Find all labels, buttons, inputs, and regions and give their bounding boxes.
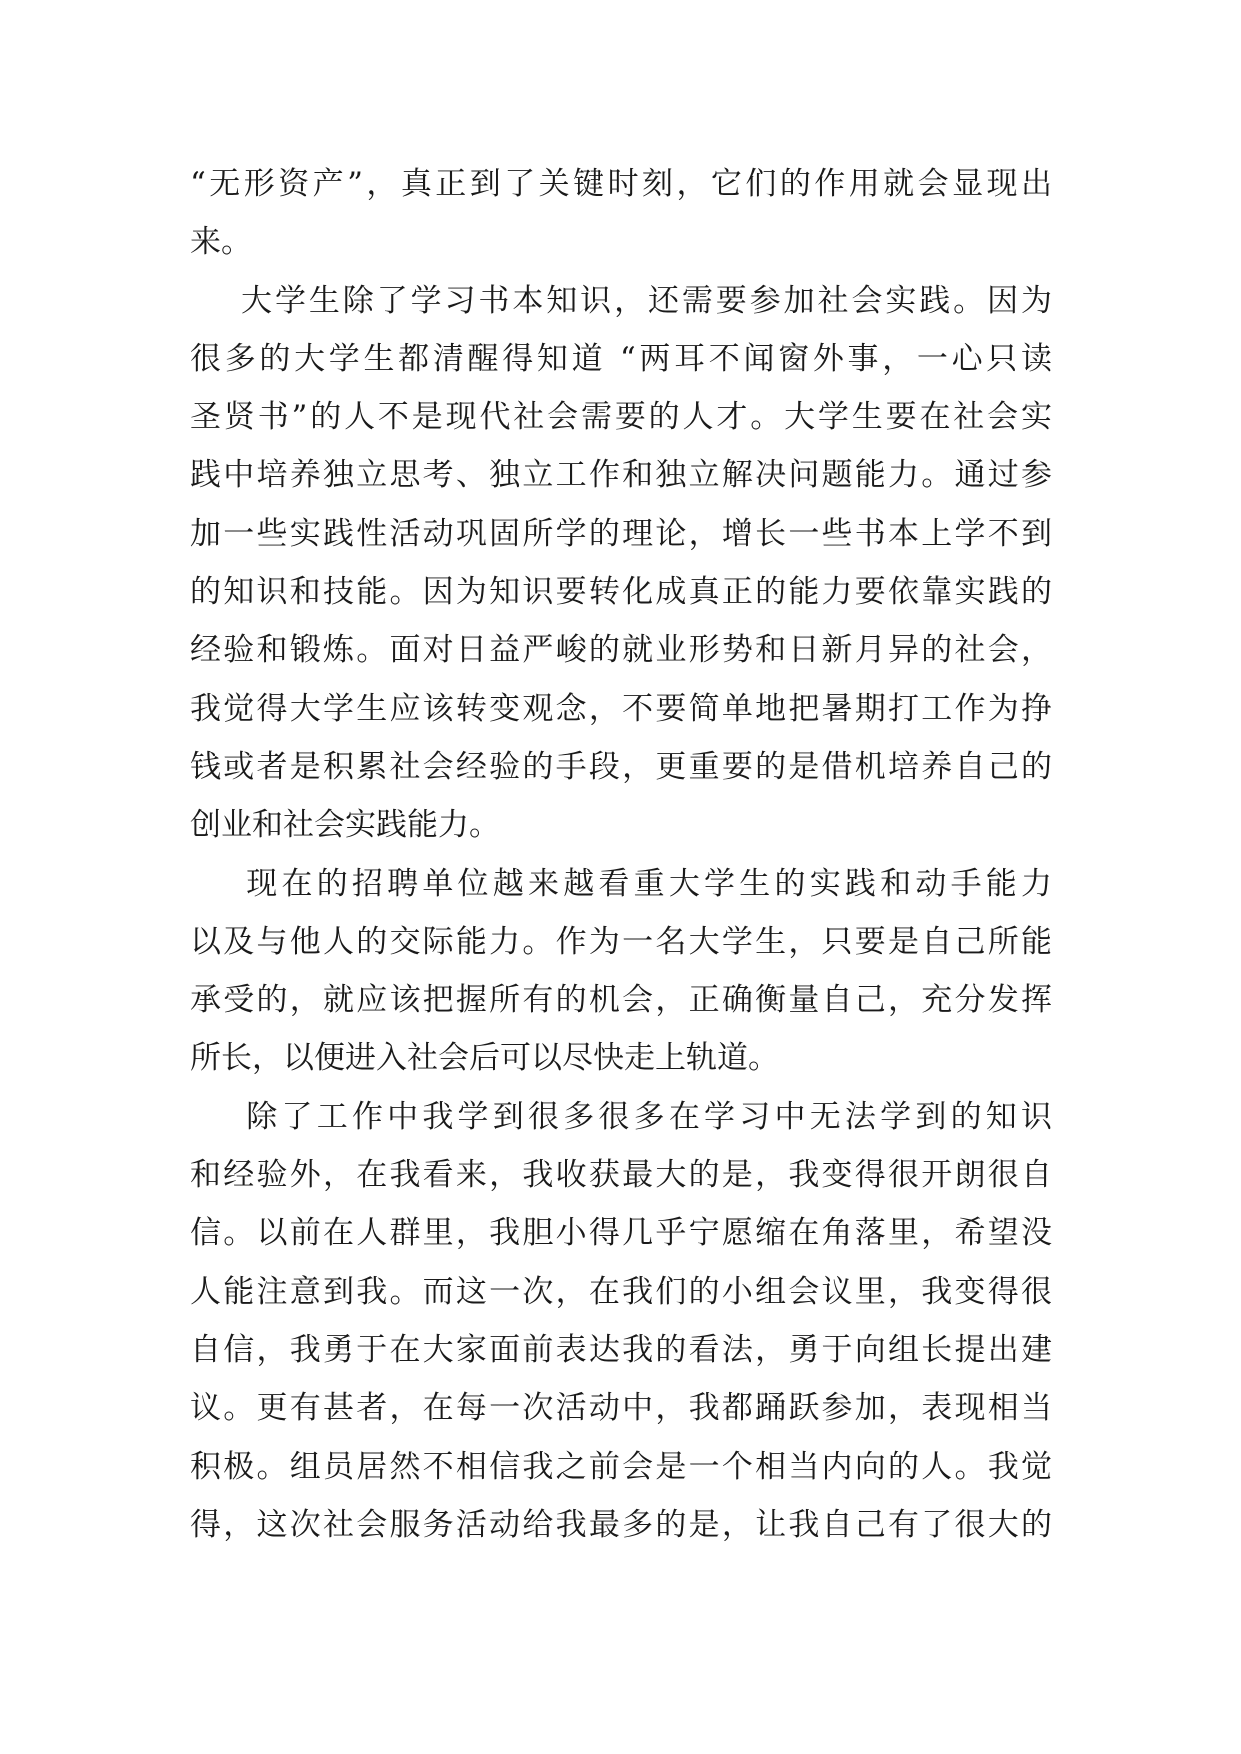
text-line: 除了工作中我学到很多很多在学习中无法学到的知识 [190,1098,1052,1135]
text-line: “无形资产”，真正到了关键时刻，它们的作用就会显现出 [190,166,1052,202]
text-line: 得，这次社会服务活动给我最多的是，让我自己有了很大的 [190,1506,1052,1543]
text-line: 所长，以便进入社会后可以尽快走上轨道。 [190,1040,779,1077]
text-line: 以及与他人的交际能力。作为一名大学生，只要是自己所能 [190,923,1052,960]
text-line: 创业和社会实践能力。 [190,807,500,844]
text-line: 经验和锻炼。面对日益严峻的就业形势和日新月异的社会， [190,632,1052,669]
text-line: 圣贤书”的人不是现代社会需要的人才。大学生要在社会实 [190,399,1052,436]
text-line: 人能注意到我。而这一次，在我们的小组会议里，我变得很 [190,1273,1052,1310]
text-line: 的知识和技能。因为知识要转化成真正的能力要依靠实践的 [190,574,1052,611]
text-line: 大学生除了学习书本知识，还需要参加社会实践。因为 [190,282,1052,319]
text-line: 和经验外，在我看来，我收获最大的是，我变得很开朗很自 [190,1157,1052,1194]
text-line: 议。更有甚者，在每一次活动中，我都踊跃参加，表现相当 [190,1390,1052,1427]
text-line: 很多的大学生都清醒得知道 “两耳不闻窗外事，一心只读 [190,340,1052,377]
text-line: 自信，我勇于在大家面前表达我的看法，勇于向组长提出建 [190,1331,1052,1368]
text-line: 我觉得大学生应该转变观念，不要简单地把暑期打工作为挣 [190,690,1052,727]
text-line: 信。以前在人群里，我胆小得几乎宁愿缩在角落里，希望没 [190,1215,1052,1252]
document-body [190,155,1052,1554]
text-line: 积极。组员居然不相信我之前会是一个相当内向的人。我觉 [190,1448,1052,1485]
text-line: 来。 [190,224,252,261]
text-line: 践中培养独立思考、独立工作和独立解决问题能力。通过参 [190,457,1052,494]
text-line: 钱或者是积累社会经验的手段，更重要的是借机培养自己的 [190,748,1052,785]
text-line: 现在的招聘单位越来越看重大学生的实践和动手能力 [190,865,1052,902]
text-line: 承受的，就应该把握所有的机会，正确衡量自己，充分发挥 [190,982,1052,1019]
text-line: 加一些实践性活动巩固所学的理论，增长一些书本上学不到 [190,515,1052,552]
